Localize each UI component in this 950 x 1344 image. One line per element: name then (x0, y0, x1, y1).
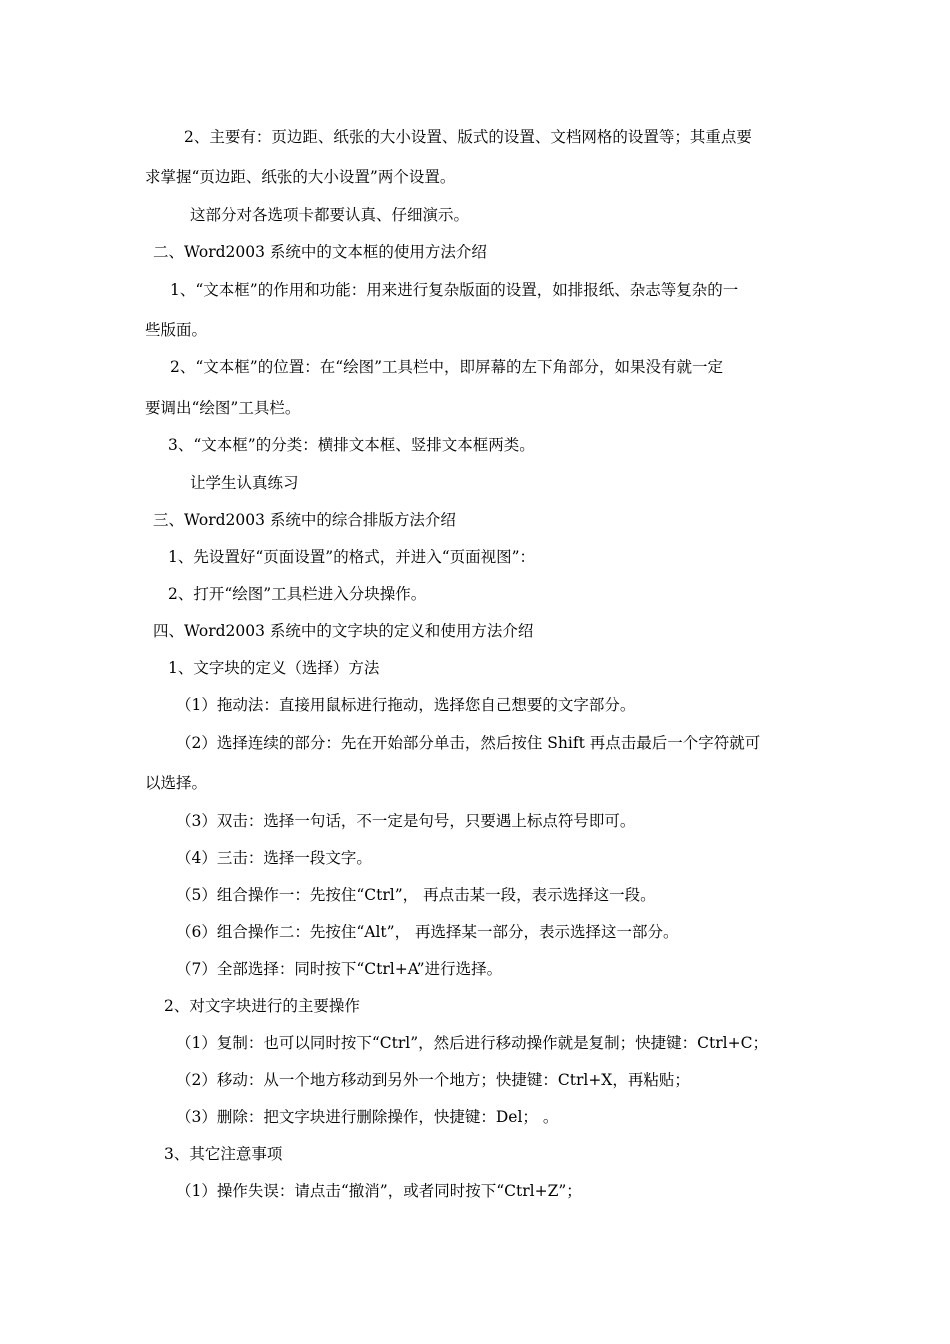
paragraph-line: 1、文字块的定义（选择）方法 (168, 659, 380, 677)
paragraph-line: 让学生认真练习 (190, 474, 299, 492)
paragraph-line: 3、其它注意事项 (164, 1145, 283, 1163)
paragraph-line: 1、“文本框”的作用和功能：用来进行复杂版面的设置，如排报纸、杂志等复杂的一 (170, 281, 739, 299)
paragraph-line: （5）组合操作一：先按住“Ctrl”， 再点击某一段，表示选择这一段。 (176, 886, 656, 904)
paragraph-line: （6）组合操作二：先按住“Alt”， 再选择某一部分，表示选择这一部分。 (176, 923, 679, 941)
paragraph-line: 1、先设置好“页面设置”的格式，并进入“页面视图”： (168, 548, 536, 566)
paragraph-line: 这部分对各选项卡都要认真、仔细演示。 (190, 206, 470, 224)
paragraph-line: （2）选择连续的部分：先在开始部分单击，然后按住 Shift 再点击最后一个字符就可 (176, 734, 761, 752)
paragraph-line: （7）全部选择：同时按下“Ctrl+A”进行选择。 (176, 960, 503, 978)
paragraph-line: （3）双击：选择一句话，不一定是句号，只要遇上标点符号即可。 (176, 812, 636, 830)
paragraph-line: 2、主要有：页边距、纸张的大小设置、版式的设置、文档网格的设置等；其重点要 (184, 128, 752, 146)
paragraph-line: 以选择。 (145, 774, 208, 792)
paragraph-line: （2）移动：从一个地方移动到另外一个地方；快捷键：Ctrl+X，再粘贴； (176, 1071, 690, 1089)
section-heading: 三、Word2003 系统中的综合排版方法介绍 (153, 511, 456, 529)
paragraph-line: 2、对文字块进行的主要操作 (164, 997, 360, 1015)
paragraph-line: 求掌握“页边距、纸张的大小设置”两个设置。 (145, 168, 456, 186)
paragraph-line: （4）三击：选择一段文字。 (176, 849, 372, 867)
paragraph-line: （1）复制：也可以同时按下“Ctrl”，然后进行移动操作就是复制；快捷键：Ctrl+C； (176, 1034, 768, 1052)
paragraph-line: 2、“文本框”的位置：在“绘图”工具栏中，即屏幕的左下角部分，如果没有就一定 (170, 358, 724, 376)
paragraph-line: 些版面。 (145, 321, 208, 339)
paragraph-line: 3、“文本框”的分类：横排文本框、竖排文本框两类。 (168, 436, 535, 454)
section-heading: 二、Word2003 系统中的文本框的使用方法介绍 (153, 243, 487, 261)
section-heading: 四、Word2003 系统中的文字块的定义和使用方法介绍 (153, 622, 534, 640)
paragraph-line: 2、打开“绘图”工具栏进入分块操作。 (168, 585, 427, 603)
paragraph-line: （1）拖动法：直接用鼠标进行拖动，选择您自己想要的文字部分。 (176, 696, 636, 714)
paragraph-line: （3）删除：把文字块进行删除操作，快捷键：Del； 。 (176, 1108, 559, 1126)
paragraph-line: 要调出“绘图”工具栏。 (145, 399, 301, 417)
paragraph-line: （1）操作失误：请点击“撤消”，或者同时按下“Ctrl+Z”； (176, 1182, 582, 1200)
